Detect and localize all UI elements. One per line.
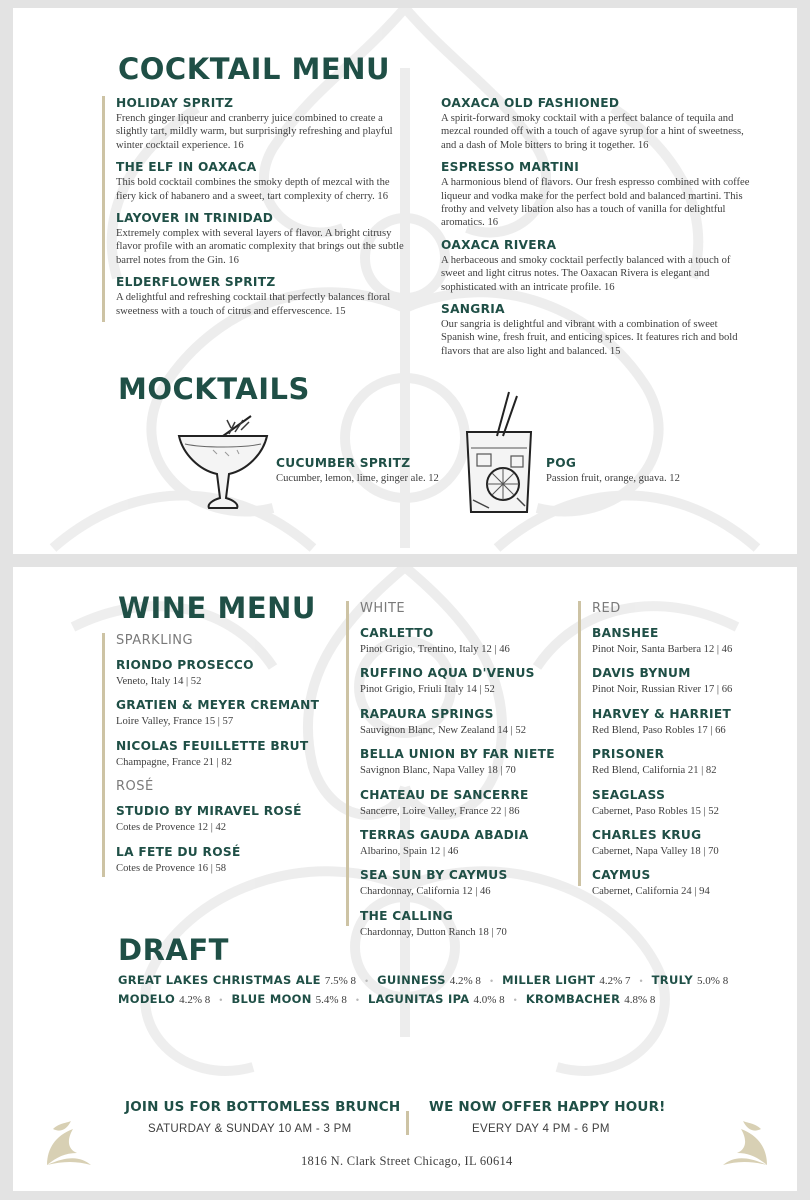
cocktail-name: OAXACA RIVERA — [441, 237, 557, 252]
cocktail-item — [116, 160, 412, 203]
cocktail-description: This bold cocktail combines the smoky depth of mezcal with the fiery kick of habanero and a sweet, tart complexity of cherry. 16 — [116, 177, 390, 202]
wine-detail: Pinot Noir, Santa Barbera 12 | 46 — [592, 644, 733, 655]
wine-detail: Sancerre, Loire Valley, France 22 | 86 — [360, 805, 520, 817]
draft-title: DRAFT — [118, 933, 229, 967]
wine-name: CHARLES KRUG — [592, 828, 702, 843]
draft-name: MILLER LIGHT — [502, 973, 596, 987]
wine-name: RUFFINO AQUA D'VENUS — [360, 666, 535, 681]
wine-name: TERRAS GAUDA ABADIA — [360, 828, 529, 843]
section-label-sparkling: SPARKLING — [116, 633, 194, 648]
footer-divider — [406, 1111, 409, 1135]
mocktail-name: POG — [546, 456, 577, 470]
draft-name: MODELO — [118, 992, 176, 1006]
wine-detail: Sauvignon Blanc, New Zealand 14 | 52 — [360, 724, 526, 736]
ornament-icon — [43, 1117, 95, 1169]
wine-item — [360, 707, 571, 737]
draft-name: KROMBACHER — [525, 992, 621, 1006]
happy-hour-hours: EVERY DAY 4 PM - 6 PM — [472, 1123, 610, 1135]
wine-name: CAYMUS — [592, 868, 651, 883]
draft-row — [118, 992, 655, 1006]
draft-detail: 4.2% 7 — [599, 975, 631, 987]
cocktail-item — [116, 275, 412, 318]
cocktail-column-right — [441, 96, 751, 366]
mocktail-name: CUCUMBER SPRITZ — [276, 456, 411, 470]
wine-item — [116, 845, 327, 875]
wine-item — [360, 666, 571, 696]
cocktail-item — [441, 238, 751, 294]
wine-detail: Cotes de Provence 16 | 58 — [116, 862, 227, 874]
wine-item — [360, 747, 571, 777]
wine-menu-title: WINE MENU — [118, 591, 316, 625]
wine-detail: Champagne, France 21 | 82 — [116, 756, 232, 768]
wine-column-red — [578, 601, 778, 898]
separator-dot: • — [219, 995, 223, 1005]
cocktail-description: A harmonious blend of flavors. Our fresh espresso combined with coffee liqueur and vodka make for the perfect bold and balanced martini. This frothy and velvety libation also has a touch of vanilla for delightful aromatics. 16 — [441, 177, 750, 229]
wine-name: STUDIO BY MIRAVEL ROSÉ — [116, 804, 302, 819]
draft-name: BLUE MOON — [231, 992, 312, 1006]
wine-item — [592, 868, 778, 898]
wine-detail: Cabernet, Paso Robles 15 | 52 — [592, 805, 719, 817]
draft-detail: 4.2% 8 — [449, 975, 481, 987]
draft-detail: 5.0% 8 — [697, 975, 729, 987]
wine-name: HARVEY & HARRIET — [592, 706, 732, 721]
wine-item — [360, 788, 571, 818]
wine-name: BELLA UNION BY FAR NIETE — [360, 747, 555, 762]
cocktail-name: LAYOVER IN TRINIDAD — [116, 211, 274, 226]
ornament-icon — [719, 1117, 771, 1169]
cocktail-description: Our sangria is delightful and vibrant with a combination of sweet Spanish wine, fresh fruit, and enticing spices. It features rich and bold flavors that are also light and balanced. 15 — [441, 319, 738, 357]
separator-dot: • — [355, 995, 359, 1005]
wine-item — [360, 909, 571, 939]
draft-name: GREAT LAKES CHRISTMAS ALE — [118, 973, 321, 987]
address: 1816 N. Clark Street Chicago, IL 60614 — [301, 1154, 513, 1168]
wine-detail: Pinot Grigio, Trentino, Italy 12 | 46 — [360, 644, 510, 655]
draft-name: GUINNESS — [377, 973, 446, 987]
draft-detail: 4.8% 8 — [624, 994, 656, 1006]
wine-name: PRISONER — [592, 747, 665, 762]
section-label-red: RED — [592, 601, 621, 616]
mocktail-description: Passion fruit, orange, guava. 12 — [546, 473, 680, 484]
wine-column-white — [346, 601, 571, 938]
brunch-hours: SATURDAY & SUNDAY 10 AM - 3 PM — [148, 1123, 352, 1135]
cocktail-description: A herbaceous and smoky cocktail perfectly balanced with a touch of sweet and light citrus notes. The Oaxacan Rivera is elegant and sophisticated with an intricate profile. 16 — [441, 254, 731, 293]
happy-hour-heading: WE NOW OFFER HAPPY HOUR! — [429, 1099, 666, 1115]
draft-name: LAGUNITAS IPA — [367, 992, 470, 1006]
wine-item — [360, 868, 571, 898]
wine-detail: Cotes de Provence 12 | 42 — [116, 822, 227, 834]
separator-dot: • — [489, 976, 494, 986]
wine-detail: Cabernet, Napa Valley 18 | 70 — [592, 846, 719, 858]
separator-dot: • — [513, 995, 517, 1005]
cocktail-menu-title: COCKTAIL MENU — [118, 52, 391, 86]
wine-name: LA FETE DU ROSÉ — [116, 844, 241, 859]
cocktail-name: SANGRIA — [441, 302, 505, 317]
cocktail-item — [116, 96, 412, 152]
cocktail-name: HOLIDAY SPRITZ — [116, 96, 234, 110]
wine-detail: Chardonnay, Dutton Ranch 18 | 70 — [360, 926, 507, 938]
wine-name: CARLETTO — [360, 626, 434, 640]
rocks-glass-icon — [459, 388, 539, 518]
wine-item — [116, 739, 327, 769]
wine-item — [592, 626, 778, 656]
draft-detail: 5.4% 8 — [315, 994, 347, 1006]
wine-item — [116, 698, 327, 728]
wine-detail: Loire Valley, France 15 | 57 — [116, 716, 234, 728]
wine-name: RIONDO PROSECCO — [116, 658, 254, 672]
wine-name: SEA SUN BY CAYMUS — [360, 868, 508, 883]
wine-item — [360, 828, 571, 858]
wine-detail: Albarino, Spain 12 | 46 — [360, 846, 459, 858]
cocktail-description: A spirit-forward smoky cocktail with a perfect balance of tequila and mezcal rounded off with a touch of agave syrup for a hint of sweetness, and a dash of Mole bitters to bring it together. 16 — [441, 113, 744, 151]
wine-name: SEAGLASS — [592, 787, 666, 802]
section-label-rose: ROSÉ — [116, 779, 154, 795]
draft-name: TRULY — [651, 973, 694, 987]
mocktail-description: Cucumber, lemon, lime, ginger ale. 12 — [276, 473, 439, 484]
coupe-glass-icon — [173, 414, 273, 514]
cocktail-menu-panel — [13, 8, 797, 554]
cocktail-item — [441, 96, 751, 152]
wine-name: DAVIS BYNUM — [592, 666, 691, 681]
brunch-heading: JOIN US FOR BOTTOMLESS BRUNCH — [125, 1099, 401, 1115]
wine-detail: Chardonnay, California 12 | 46 — [360, 886, 491, 898]
cocktail-description: French ginger liqueur and cranberry juice combined to create a slightly tart, mildly warm, but surprisingly refreshing and playful winter cocktail experience. 16 — [116, 113, 393, 151]
cocktail-description: A delightful and refreshing cocktail that perfectly balances floral sweetness with a touch of citrus and effervescence. 15 — [116, 292, 391, 317]
wine-item — [592, 747, 778, 777]
wine-item — [116, 658, 327, 688]
draft-detail: 4.0% 8 — [473, 994, 505, 1006]
draft-detail: 4.2% 8 — [179, 994, 211, 1006]
wine-item — [360, 626, 571, 656]
separator-dot: • — [639, 976, 643, 986]
wine-name: CHATEAU DE SANCERRE — [360, 787, 529, 802]
mocktails-title: MOCKTAILS — [118, 372, 310, 406]
wine-detail: Cabernet, California 24 | 94 — [592, 886, 710, 898]
cocktail-name: OAXACA OLD FASHIONED — [441, 96, 620, 110]
wine-name: NICOLAS FEUILLETTE BRUT — [116, 738, 309, 753]
wine-menu-panel — [13, 567, 797, 1191]
cocktail-item — [116, 211, 412, 267]
wine-item — [592, 828, 778, 858]
wine-column-sparkling-rose — [102, 633, 327, 877]
wine-name: RAPAURA SPRINGS — [360, 706, 494, 721]
draft-detail: 7.5% 8 — [324, 975, 356, 987]
wine-item — [592, 707, 778, 737]
cocktail-description: Extremely complex with several layers of flavor. A bright citrusy flavor profile with an aromatic complexity that brings out the subtle barrel notes from the Gin. 16 — [116, 228, 404, 266]
wine-detail: Red Blend, California 21 | 82 — [592, 765, 717, 777]
wine-detail: Red Blend, Paso Robles 17 | 66 — [592, 724, 726, 736]
cocktail-name: ELDERFLOWER SPRITZ — [116, 275, 276, 290]
draft-row — [118, 973, 728, 987]
cocktail-name: ESPRESSO MARTINI — [441, 160, 580, 175]
wine-detail: Pinot Grigio, Friuli Italy 14 | 52 — [360, 684, 495, 696]
section-label-white: WHITE — [360, 601, 406, 616]
wine-name: THE CALLING — [360, 908, 454, 923]
cocktail-item — [441, 160, 751, 230]
wine-item — [592, 788, 778, 818]
wine-detail: Pinot Noir, Russian River 17 | 66 — [592, 684, 733, 696]
wine-detail: Savignon Blanc, Napa Valley 18 | 70 — [360, 765, 516, 777]
wine-name: GRATIEN & MEYER CREMANT — [116, 698, 320, 713]
mocktail-item-pog — [546, 456, 746, 485]
cocktail-item — [441, 302, 751, 358]
cocktail-name: THE ELF IN OAXACA — [116, 160, 257, 175]
wine-detail: Veneto, Italy 14 | 52 — [116, 676, 202, 687]
mocktail-item-cucumber — [276, 456, 476, 485]
wine-name: BANSHEE — [592, 626, 659, 640]
wine-item — [592, 666, 778, 696]
separator-dot: • — [365, 976, 369, 986]
wine-item — [116, 804, 327, 834]
cocktail-column-left — [102, 96, 412, 322]
